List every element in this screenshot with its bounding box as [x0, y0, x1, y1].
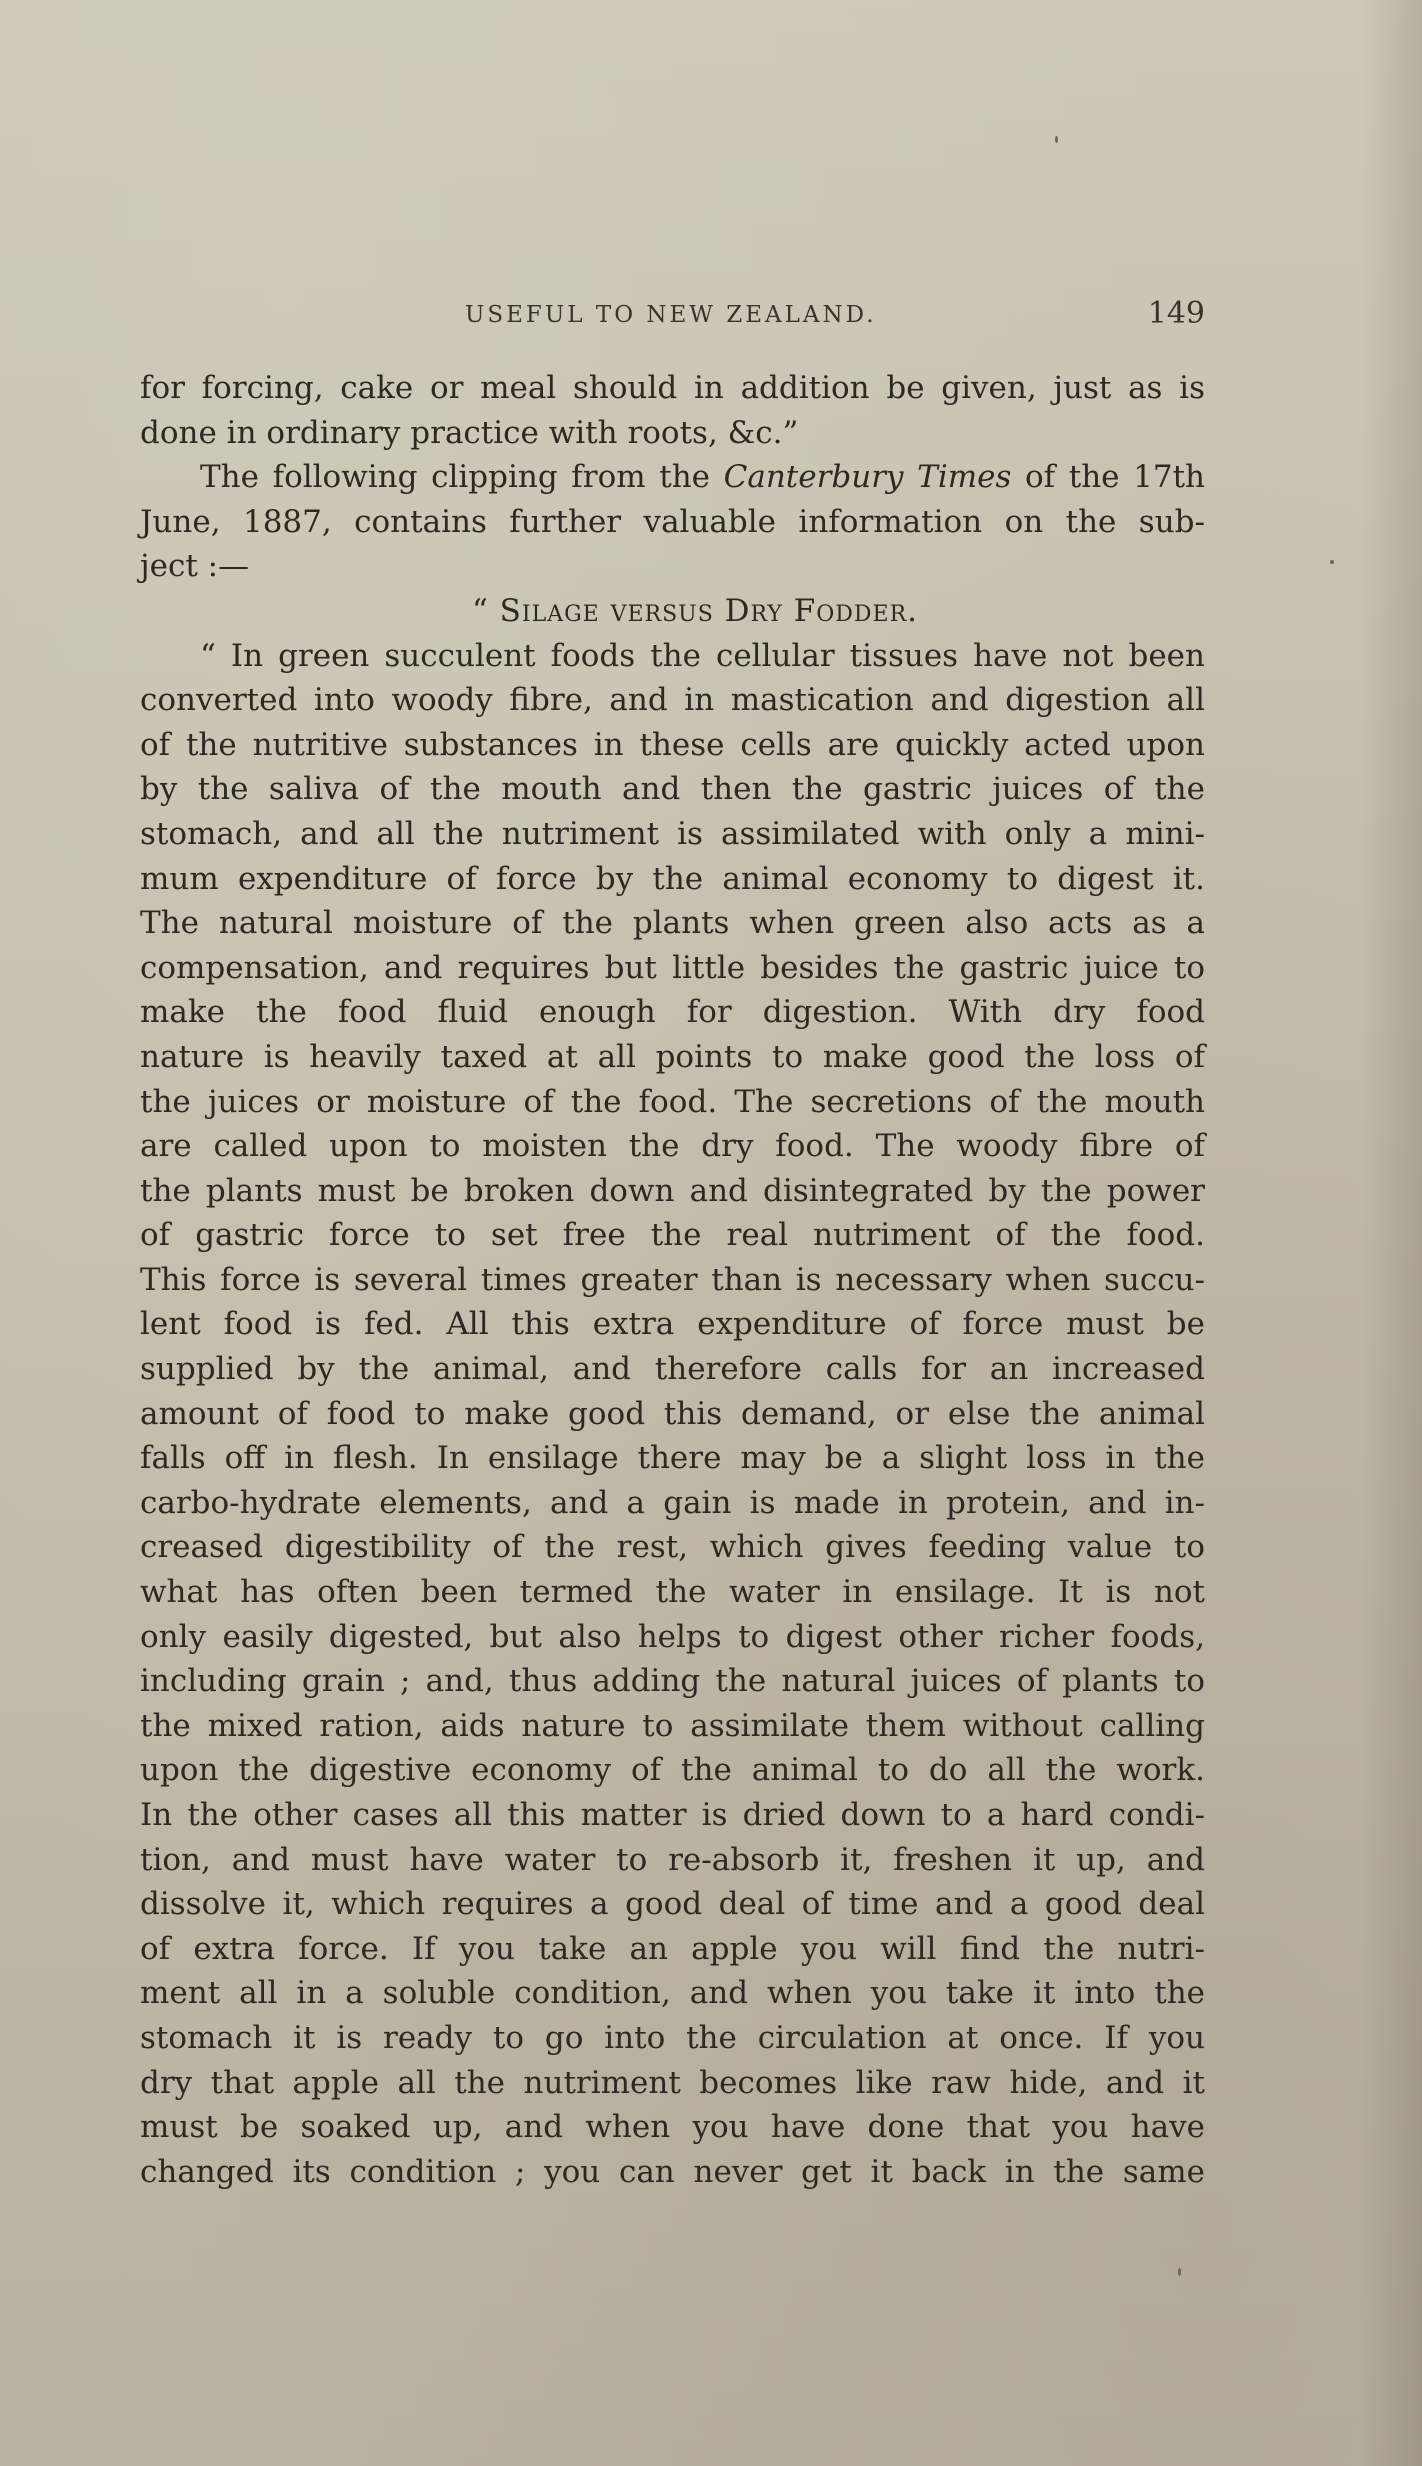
text-line: This force is several times greater than is necessary when succu-: [140, 1261, 1205, 1298]
text-line: amount of food to make good this demand, or else the animal: [140, 1395, 1205, 1432]
text-line: dissolve it, which requires a good deal of time and a good deal: [140, 1886, 1205, 1923]
text-line: dry that apple all the nutriment becomes like raw hide, and it: [140, 2064, 1205, 2101]
text-line: upon the digestive economy of the animal to do all the work.: [140, 1752, 1205, 1789]
page-number: 149: [1147, 296, 1205, 331]
text-line: of gastric force to set free the real nutriment of the food.: [140, 1217, 1205, 1254]
text-line: [140, 455, 1205, 500]
text-line: “ In green succulent foods the cellular tissues have not been: [200, 637, 1205, 674]
text-line: ment all in a soluble condition, and when you take it into the: [140, 1975, 1205, 2012]
text-line: converted into woody fibre, and in mastication and digestion all: [140, 682, 1205, 719]
text-line: what has often been termed the water in ensilage. It is not: [140, 1574, 1205, 1611]
text-line: creased digestibility of the rest, which gives feeding value to: [140, 1529, 1205, 1566]
text-line: stomach, and all the nutriment is assimilated with only a mini-: [140, 815, 1205, 852]
text-line: compensation, and requires but little besides the gastric juice to: [140, 949, 1205, 986]
text-line: falls off in flesh. In ensilage there may be a slight loss in the: [140, 1440, 1205, 1477]
text-line: the plants must be broken down and disintegrated by the power: [140, 1172, 1205, 1209]
page-edge-shadow: [1362, 0, 1422, 2466]
text-line: The natural moisture of the plants when green also acts as a: [140, 905, 1205, 942]
text-line: for forcing, cake or meal should in addition be given, just as is: [140, 370, 1205, 406]
running-title: USEFUL TO NEW ZEALAND.: [465, 302, 877, 328]
text-line: of the nutritive substances in these cells are quickly acted upon: [140, 726, 1205, 763]
text-line: supplied by the animal, and therefore calls for an increased: [140, 1351, 1205, 1388]
section-heading: “ Silage versus Dry Fodder.: [471, 592, 919, 629]
publication-title: Canterbury Times: [723, 459, 1012, 496]
text-line: are called upon to moisten the dry food. The woody fibre of: [140, 1128, 1205, 1165]
text-line: only easily digested, but also helps to digest other richer foods,: [140, 1618, 1205, 1655]
text-line: must be soaked up, and when you have done that you have: [140, 2109, 1205, 2146]
body-text: [140, 366, 1205, 2194]
running-head: [140, 296, 1205, 336]
text-line: carbo-hydrate elements, and a gain is made in protein, and in-: [140, 1484, 1205, 1521]
text-line: the mixed ration, aids nature to assimilate them without calling: [140, 1707, 1205, 1744]
text-line: mum expenditure of force by the animal economy to digest it.: [140, 860, 1205, 897]
text-fragment: of the 17th: [1025, 459, 1205, 496]
text-line: lent food is fed. All this extra expenditure of force must be: [140, 1306, 1205, 1343]
text-line: nature is heavily taxed at all points to make good the loss of: [140, 1038, 1205, 1075]
paper-speck: [1178, 2268, 1181, 2276]
text-line: done in ordinary practice with roots, &c.”: [140, 414, 799, 451]
text-line: ject :—: [140, 548, 250, 585]
text-line: by the saliva of the mouth and then the gastric juices of the: [140, 771, 1205, 808]
text-fragment: The following clipping from the: [200, 459, 711, 496]
text-line: the juices or moisture of the food. The secretions of the mouth: [140, 1083, 1205, 1120]
text-line: In the other cases all this matter is dried down to a hard condi-: [140, 1797, 1205, 1833]
text-line: stomach it is ready to go into the circulation at once. If you: [140, 2019, 1205, 2056]
text-line: June, 1887, contains further valuable information on the sub-: [140, 503, 1205, 540]
text-line: changed its condition ; you can never get it back in the same: [140, 2153, 1205, 2190]
text-line: of extra force. If you take an apple you will find the nutri-: [140, 1930, 1205, 1967]
text-line: including grain ; and, thus adding the natural juices of plants to: [140, 1663, 1205, 1700]
text-line: tion, and must have water to re-absorb it, freshen it up, and: [140, 1841, 1205, 1878]
paper-speck: [1330, 560, 1334, 564]
paper-speck: [1055, 136, 1058, 143]
text-line: make the food fluid enough for digestion. With dry food: [140, 994, 1205, 1031]
